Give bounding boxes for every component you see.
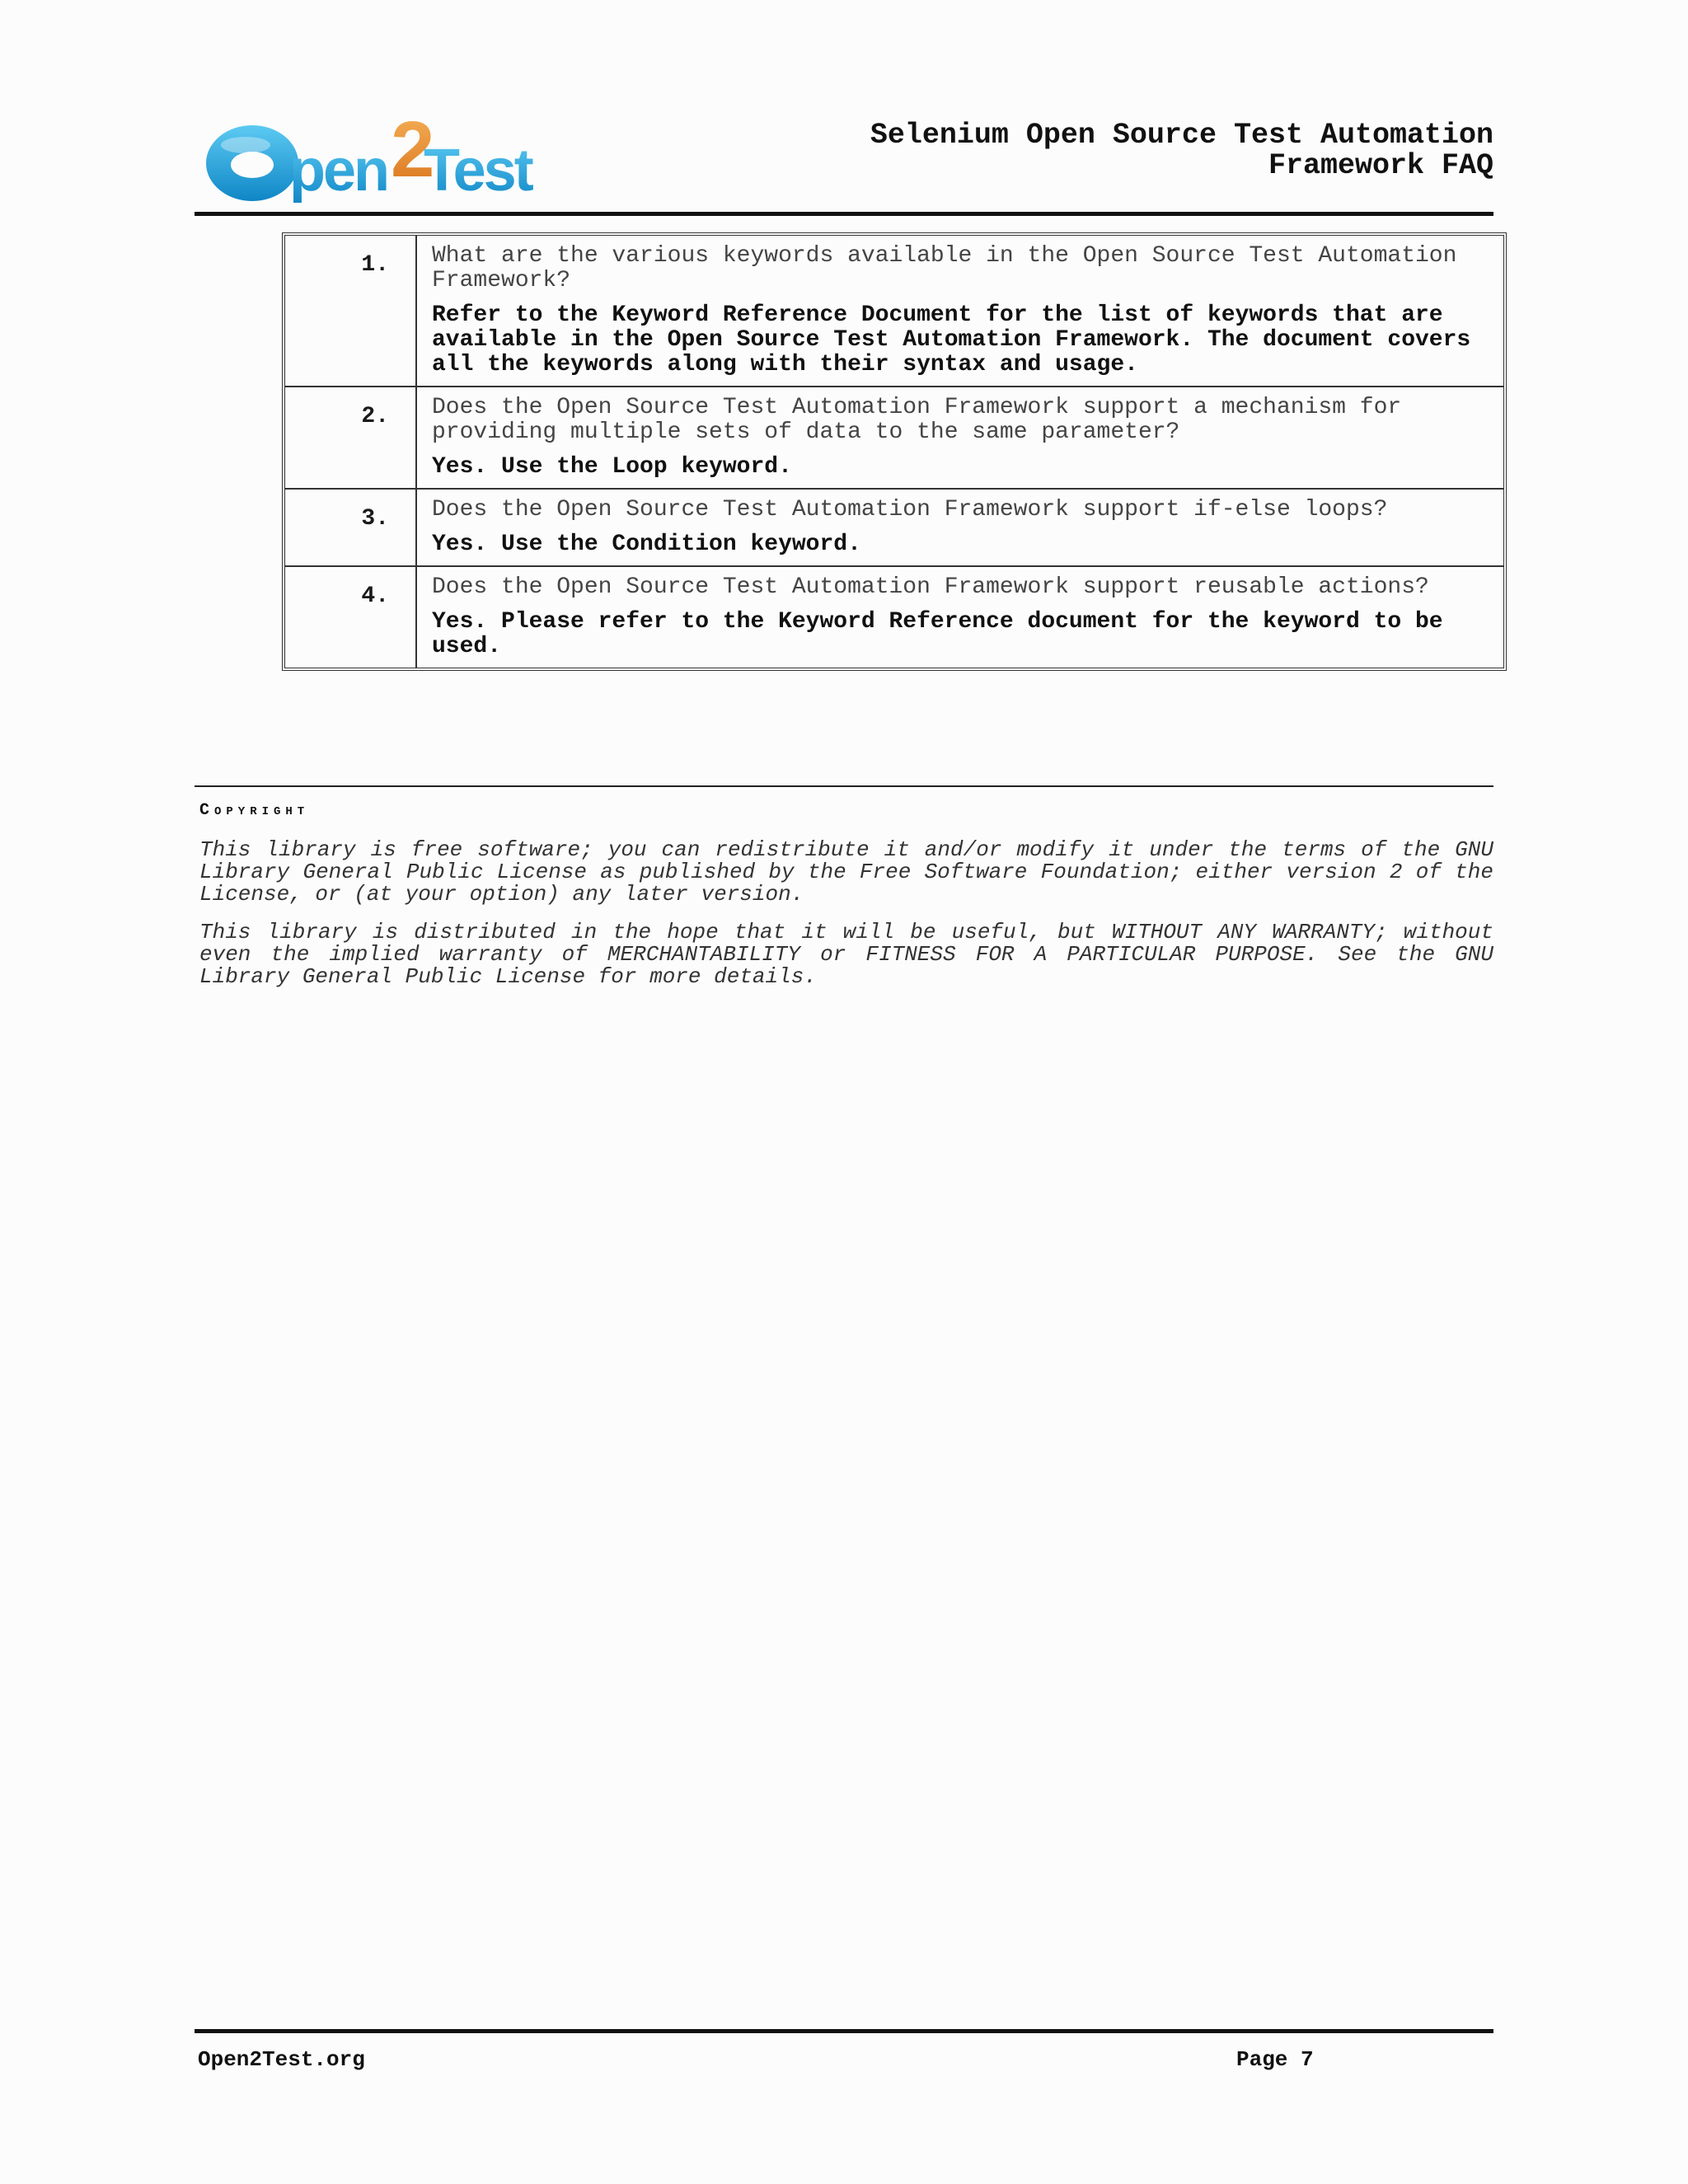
open2test-logo — [203, 114, 565, 206]
faq-table — [282, 232, 1507, 671]
faq-answer: Yes. Please refer to the Keyword Reference document for the keyword to be used. — [432, 609, 1443, 659]
faq-answer: Refer to the Keyword Reference Document for the list of keywords that are available in the Open Source Test Automation Framework. The document covers all the keywords along with their syntax and usage. — [432, 302, 1471, 377]
faq-entry — [417, 236, 1503, 386]
svg-text:Test: Test — [424, 138, 532, 204]
copyright-heading: Copyright — [199, 801, 310, 820]
faq-question: Does the Open Source Test Automation Framework support a mechanism for providing multiple sets of data to the same parameter? — [432, 395, 1402, 445]
document-title — [752, 120, 1493, 181]
faq-question: What are the various keywords available in the Open Source Test Automation Framework? — [432, 243, 1457, 293]
footer-divider — [195, 2029, 1493, 2033]
warranty-paragraph: This library is distributed in the hope that it will be useful, but WITHOUT ANY WARRANTY; without even the implied warranty of MERCHANTABILITY or FITNESS FOR A PARTICULAR PURPOSE. See the GNU Library General Public License for more details. — [199, 920, 1493, 989]
faq-number: 1. — [285, 236, 417, 386]
faq-number: 4. — [285, 567, 417, 668]
faq-answer: Yes. Use the Condition keyword. — [432, 532, 861, 557]
copyright-paragraph: This library is free software; you can redistribute it and/or modify it under the terms of the GNU Library General Public License as published by the Free Software Foundation; either version 2 of the License, or (at your option) any later version. — [199, 837, 1493, 907]
copyright-divider — [195, 785, 1493, 787]
faq-row — [285, 387, 1503, 490]
faq-row — [285, 490, 1503, 567]
faq-entry — [417, 387, 1503, 488]
faq-entry — [417, 490, 1503, 565]
faq-row — [285, 567, 1503, 668]
faq-answer: Yes. Use the Loop keyword. — [432, 454, 792, 480]
faq-question: Does the Open Source Test Automation Framework support if-else loops? — [432, 497, 1388, 523]
document-title-line1: Selenium Open Source Test Automation — [870, 119, 1493, 152]
faq-number: 2. — [285, 387, 417, 488]
faq-entry — [417, 567, 1503, 668]
footer-page-number: Page 7 — [1236, 2047, 1314, 2072]
svg-text:2: 2 — [391, 114, 435, 194]
header-divider — [195, 212, 1493, 216]
faq-row — [285, 236, 1503, 387]
svg-text:pen: pen — [289, 138, 388, 204]
faq-question: Does the Open Source Test Automation Framework support reusable actions? — [432, 574, 1429, 600]
faq-number: 3. — [285, 490, 417, 565]
page-header — [195, 112, 1493, 214]
document-title-line2: Framework FAQ — [1268, 149, 1493, 182]
footer-site: Open2Test.org — [198, 2047, 365, 2072]
